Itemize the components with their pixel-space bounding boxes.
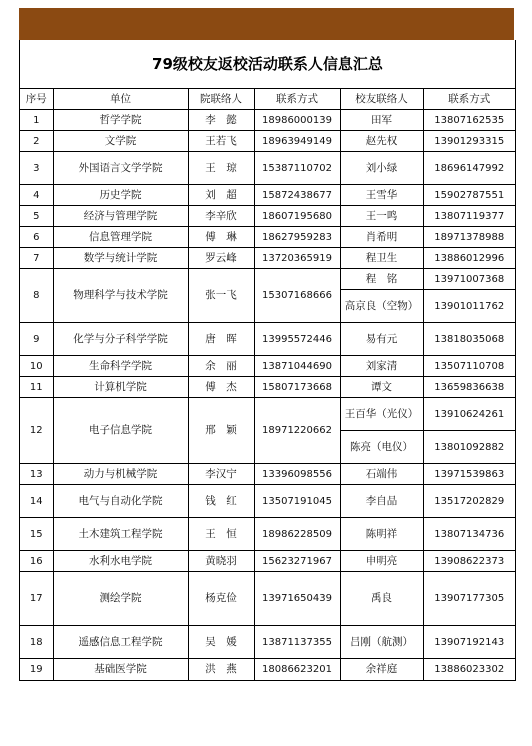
header-college-phone: 联系方式 (254, 89, 340, 110)
unit-name: 化学与分子科学学院 (53, 323, 188, 356)
college-contact: 余 丽 (188, 356, 254, 377)
college-phone: 18627959283 (254, 227, 340, 248)
college-contact: 傅 琳 (188, 227, 254, 248)
alumni-phone: 13507110708 (423, 356, 515, 377)
college-contact: 王若飞 (188, 131, 254, 152)
alumni-contact: 谭文 (340, 377, 423, 398)
alumni-contact: 申明亮 (340, 551, 423, 572)
alumni-contact: 李自品 (340, 485, 423, 518)
unit-name: 外国语言文学学院 (53, 152, 188, 185)
alumni-contact: 王雪华 (340, 185, 423, 206)
alumni-contact: 王一鸣 (340, 206, 423, 227)
alumni-phone: 13910624261 (423, 398, 515, 431)
header-unit: 单位 (53, 89, 188, 110)
alumni-phone: 13901011762 (423, 290, 515, 323)
college-phone: 15387110702 (254, 152, 340, 185)
alumni-phone: 13886012996 (423, 248, 515, 269)
row-index: 3 (20, 152, 53, 185)
college-phone: 13971650439 (254, 572, 340, 626)
college-phone: 18986000139 (254, 110, 340, 131)
college-phone: 18986228509 (254, 518, 340, 551)
college-phone: 18971220662 (254, 398, 340, 464)
row-index: 5 (20, 206, 53, 227)
college-phone: 15307168666 (254, 269, 340, 323)
college-contact: 李汉宁 (188, 464, 254, 485)
college-phone: 15872438677 (254, 185, 340, 206)
college-contact: 邢 颖 (188, 398, 254, 464)
college-phone: 13871044690 (254, 356, 340, 377)
unit-name: 电子信息学院 (53, 398, 188, 464)
row-index: 11 (20, 377, 53, 398)
college-phone: 13396098556 (254, 464, 340, 485)
row-index: 9 (20, 323, 53, 356)
table-row (20, 206, 515, 227)
table-row (20, 110, 515, 131)
college-contact: 钱 红 (188, 485, 254, 518)
unit-name: 动力与机械学院 (53, 464, 188, 485)
row-index: 1 (20, 110, 53, 131)
table-row (20, 464, 515, 485)
unit-name: 物理科学与技术学院 (53, 269, 188, 323)
unit-name: 经济与管理学院 (53, 206, 188, 227)
alumni-phone: 13807119377 (423, 206, 515, 227)
college-phone: 18086623201 (254, 659, 340, 680)
college-phone: 13507191045 (254, 485, 340, 518)
alumni-phone: 13818035068 (423, 323, 515, 356)
table-row (20, 323, 515, 356)
table-row (20, 377, 515, 398)
alumni-phone: 13517202829 (423, 485, 515, 518)
unit-name: 测绘学院 (53, 572, 188, 626)
table-body (20, 110, 515, 680)
alumni-contact: 刘小绿 (340, 152, 423, 185)
alumni-phone: 15902787551 (423, 185, 515, 206)
alumni-contact: 吕刚（航测） (340, 626, 423, 659)
table-row (20, 659, 515, 680)
header-banner (19, 8, 514, 40)
college-contact: 刘 超 (188, 185, 254, 206)
alumni-contact: 高京良（空物） (340, 290, 423, 323)
college-phone: 18607195680 (254, 206, 340, 227)
table-header-row (20, 89, 515, 110)
table-row (20, 572, 515, 626)
college-contact: 杨克俭 (188, 572, 254, 626)
row-index: 16 (20, 551, 53, 572)
unit-name: 遥感信息工程学院 (53, 626, 188, 659)
alumni-phone: 13901293315 (423, 131, 515, 152)
college-phone: 15623271967 (254, 551, 340, 572)
unit-name: 哲学学院 (53, 110, 188, 131)
alumni-phone: 13908622373 (423, 551, 515, 572)
alumni-phone: 13971007368 (423, 269, 515, 290)
table-row (20, 626, 515, 659)
alumni-contact: 程卫生 (340, 248, 423, 269)
row-index: 17 (20, 572, 53, 626)
row-index: 15 (20, 518, 53, 551)
college-phone: 13720365919 (254, 248, 340, 269)
unit-name: 水利水电学院 (53, 551, 188, 572)
header-college-contact: 院联络人 (188, 89, 254, 110)
alumni-contact: 陈亮（电仪） (340, 431, 423, 464)
contact-sheet (19, 40, 516, 681)
alumni-phone: 13886023302 (423, 659, 515, 680)
unit-name: 数学与统计学院 (53, 248, 188, 269)
row-index: 4 (20, 185, 53, 206)
alumni-contact: 田军 (340, 110, 423, 131)
unit-name: 计算机学院 (53, 377, 188, 398)
table-row (20, 152, 515, 185)
row-index: 8 (20, 269, 53, 323)
college-contact: 罗云峰 (188, 248, 254, 269)
alumni-contact: 禹良 (340, 572, 423, 626)
college-contact: 李 懿 (188, 110, 254, 131)
alumni-phone: 13801092882 (423, 431, 515, 464)
alumni-phone: 18696147992 (423, 152, 515, 185)
table-row (20, 356, 515, 377)
unit-name: 电气与自动化学院 (53, 485, 188, 518)
row-index: 2 (20, 131, 53, 152)
college-contact: 张一飞 (188, 269, 254, 323)
alumni-contact: 赵先权 (340, 131, 423, 152)
alumni-phone: 13907192143 (423, 626, 515, 659)
unit-name: 生命科学学院 (53, 356, 188, 377)
alumni-phone: 13971539863 (423, 464, 515, 485)
alumni-phone: 13807162535 (423, 110, 515, 131)
row-index: 12 (20, 398, 53, 464)
table-row (20, 398, 515, 431)
college-contact: 傅 杰 (188, 377, 254, 398)
sheet-title: 79级校友返校活动联系人信息汇总 (20, 40, 515, 89)
table-row (20, 185, 515, 206)
row-index: 19 (20, 659, 53, 680)
alumni-phone: 13659836638 (423, 377, 515, 398)
college-contact: 唐 晖 (188, 323, 254, 356)
table-row (20, 485, 515, 518)
table-row (20, 248, 515, 269)
table-row (20, 518, 515, 551)
row-index: 10 (20, 356, 53, 377)
unit-name: 历史学院 (53, 185, 188, 206)
header-index: 序号 (20, 89, 53, 110)
college-contact: 李辛欣 (188, 206, 254, 227)
college-phone: 15807173668 (254, 377, 340, 398)
alumni-contact: 刘家清 (340, 356, 423, 377)
header-alumni-phone: 联系方式 (423, 89, 515, 110)
alumni-phone: 13907177305 (423, 572, 515, 626)
table-row (20, 131, 515, 152)
contact-table (20, 89, 515, 680)
header-alumni-contact: 校友联络人 (340, 89, 423, 110)
alumni-contact: 余祥庭 (340, 659, 423, 680)
row-index: 18 (20, 626, 53, 659)
unit-name: 信息管理学院 (53, 227, 188, 248)
row-index: 14 (20, 485, 53, 518)
college-contact: 黄晓羽 (188, 551, 254, 572)
alumni-contact: 易有元 (340, 323, 423, 356)
college-phone: 18963949149 (254, 131, 340, 152)
row-index: 6 (20, 227, 53, 248)
college-contact: 王 琼 (188, 152, 254, 185)
table-row (20, 227, 515, 248)
alumni-contact: 程 铭 (340, 269, 423, 290)
table-row (20, 269, 515, 290)
unit-name: 土木建筑工程学院 (53, 518, 188, 551)
table-row (20, 551, 515, 572)
alumni-contact: 王百华（光仪） (340, 398, 423, 431)
college-phone: 13871137355 (254, 626, 340, 659)
unit-name: 文学院 (53, 131, 188, 152)
college-contact: 吴 媛 (188, 626, 254, 659)
unit-name: 基础医学院 (53, 659, 188, 680)
row-index: 7 (20, 248, 53, 269)
college-contact: 王 恒 (188, 518, 254, 551)
alumni-phone: 13807134736 (423, 518, 515, 551)
college-contact: 洪 燕 (188, 659, 254, 680)
row-index: 13 (20, 464, 53, 485)
college-phone: 13995572446 (254, 323, 340, 356)
alumni-contact: 陈明祥 (340, 518, 423, 551)
alumni-contact: 石端伟 (340, 464, 423, 485)
alumni-contact: 肖希明 (340, 227, 423, 248)
alumni-phone: 18971378988 (423, 227, 515, 248)
